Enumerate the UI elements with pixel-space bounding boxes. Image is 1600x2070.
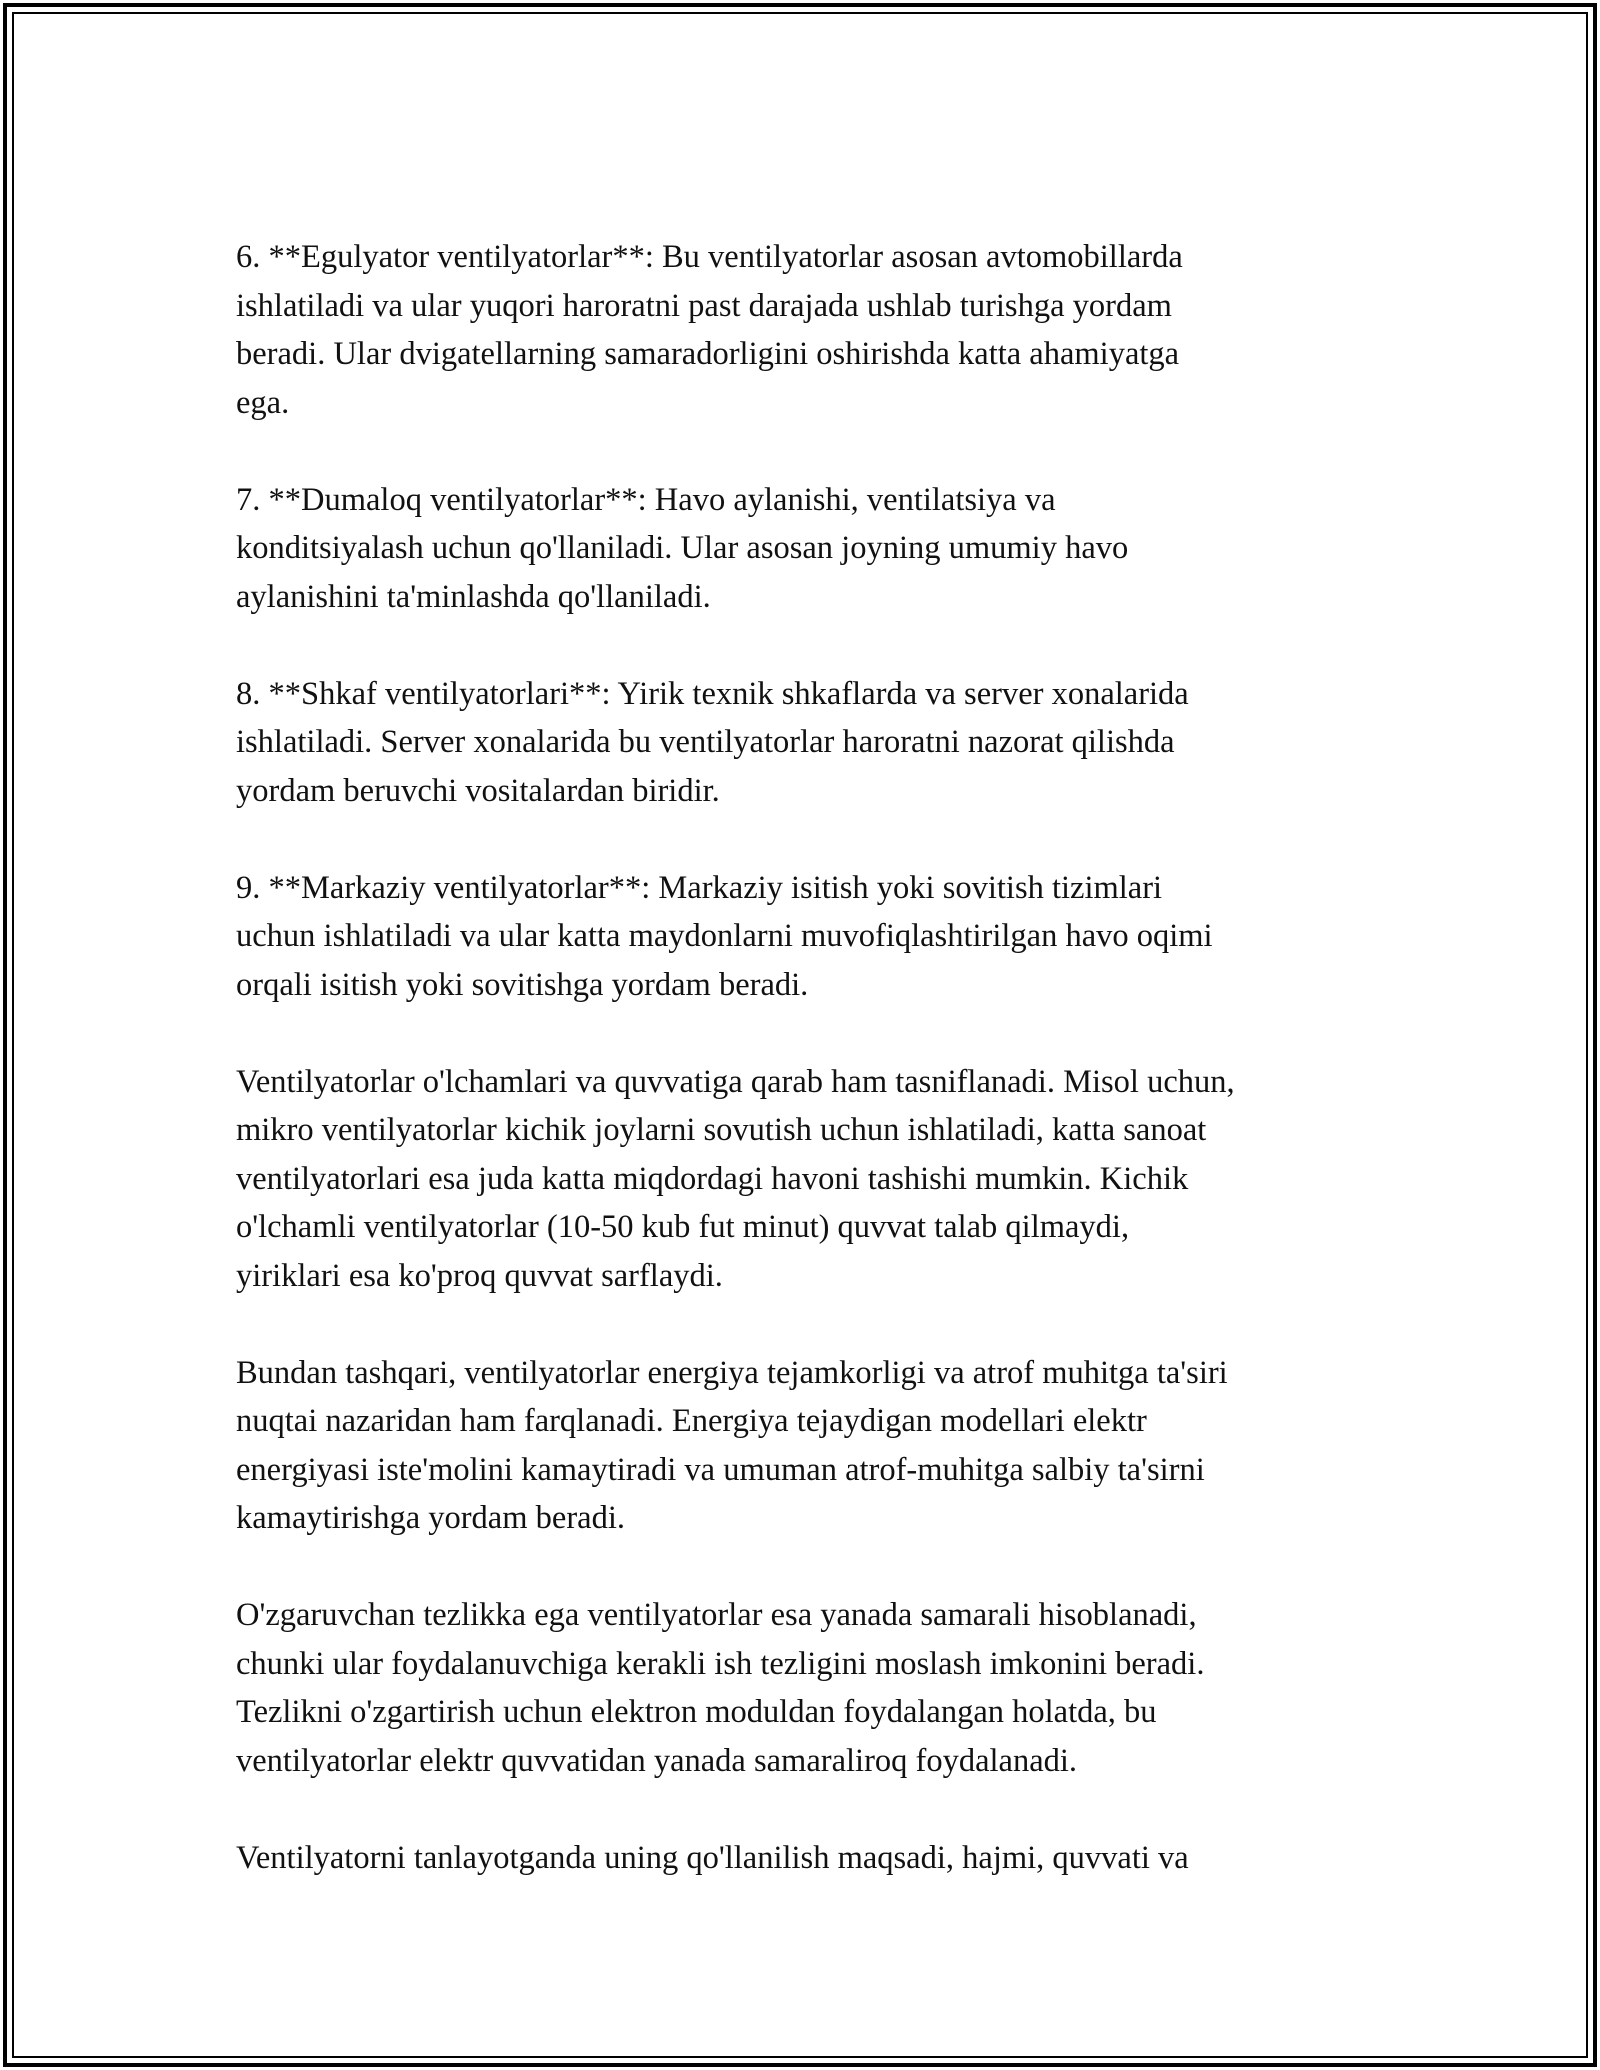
text-line: 9. **Markaziy ventilyatorlar**: Markaziy isitish yoki sovitish tizimlari (236, 869, 1163, 906)
text-line: ega. (236, 384, 290, 421)
text-line: Bundan tashqari, ventilyatorlar energiya tejamkorligi va atrof muhitga ta'siri (236, 1354, 1228, 1391)
text-line: ishlatiladi va ular yuqori haroratni past darajada ushlab turishga yordam (236, 287, 1172, 324)
text-line: 6. **Egulyator ventilyatorlar**: Bu ventilyatorlar asosan avtomobillarda (236, 239, 1183, 275)
text-line: Tezlikni o'zgartirish uchun elektron moduldan foydalangan holatda, bu (236, 1694, 1157, 1730)
text-line: O'zgaruvchan tezlikka ega ventilyatorlar esa yanada samarali hisoblanadi, (236, 1597, 1197, 1633)
text-line: o'lchamli ventilyatorlar (10-50 kub fut minut) quvvat talab qilmaydi, (236, 1209, 1130, 1245)
text-line: ishlatiladi. Server xonalarida bu ventilyatorlar haroratni nazorat qilishda (236, 724, 1175, 760)
paragraph-round-fans (236, 476, 1396, 622)
text-line: Ventilyatorlar o'lchamlari va quvvatiga qarab ham tasniflanadi. Misol uchun, (236, 1063, 1235, 1100)
document-body (236, 233, 1396, 1931)
paragraph-variable-speed (236, 1591, 1396, 1785)
text-line: uchun ishlatiladi va ular katta maydonlarni muvofiqlashtirilgan havo oqimi (236, 918, 1213, 954)
text-line: beradi. Ular dvigatellarning samaradorligini oshirishda katta ahamiyatga (236, 336, 1180, 372)
text-line: yordam beruvchi vositalardan biridir. (236, 772, 720, 809)
text-line: Ventilyatorni tanlayotganda uning qo'llanilish maqsadi, hajmi, quvvati va (236, 1839, 1189, 1876)
text-line: 8. **Shkaf ventilyatorlari**: Yirik texnik shkaflarda va server xonalarida (236, 675, 1189, 712)
text-line: chunki ular foydalanuvchiga kerakli ish tezligini moslash imkonini beradi. (236, 1645, 1205, 1682)
paragraph-central-fans (236, 864, 1396, 1010)
text-line: mikro ventilyatorlar kichik joylarni sovutish uchun ishlatiladi, katta sanoat (236, 1112, 1207, 1148)
text-line: 7. **Dumaloq ventilyatorlar**: Havo aylanishi, ventilatsiya va (236, 481, 1056, 518)
paragraph-energy-efficiency (236, 1349, 1396, 1543)
paragraph-cabinet-fans (236, 670, 1396, 816)
text-line: ventilyatorlar elektr quvvatidan yanada samaraliroq foydalanadi. (236, 1742, 1078, 1779)
paragraph-size-power (236, 1058, 1396, 1301)
text-line: orqali isitish yoki sovitishga yordam beradi. (236, 966, 809, 1003)
text-line: yiriklari esa ko'proq quvvat sarflaydi. (236, 1257, 723, 1294)
text-line: ventilyatorlari esa juda katta miqdordagi havoni tashishi mumkin. Kichik (236, 1160, 1189, 1197)
paragraph-egulyator-fans (236, 233, 1396, 427)
text-line: konditsiyalash uchun qo'llaniladi. Ular asosan joyning umumiy havo (236, 530, 1129, 566)
text-line: kamaytirishga yordam beradi. (236, 1500, 625, 1536)
text-line: energiyasi iste'molini kamaytiradi va umuman atrof-muhitga salbiy ta'sirni (236, 1451, 1205, 1488)
text-line: aylanishini ta'minlashda qo'llaniladi. (236, 578, 711, 615)
text-line: nuqtai nazaridan ham farqlanadi. Energiya tejaydigan modellari elektr (236, 1403, 1147, 1439)
paragraph-selection (236, 1834, 1396, 1883)
